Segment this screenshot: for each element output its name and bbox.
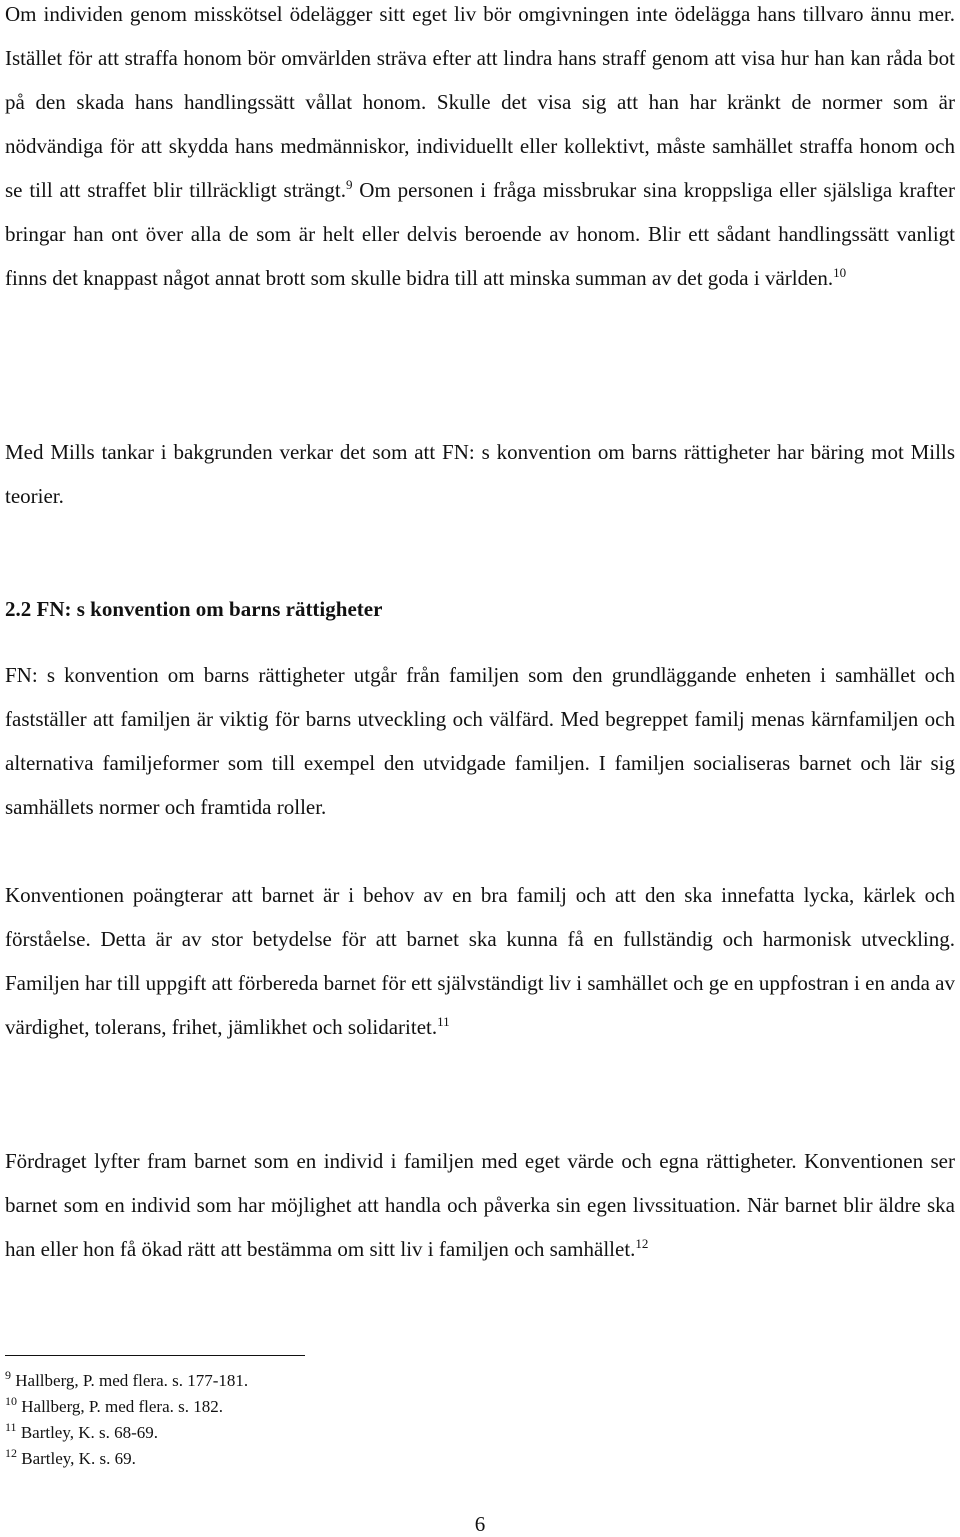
- footnote-number: 11: [5, 1420, 17, 1434]
- footnote-ref-12: 12: [635, 1236, 649, 1251]
- paragraph-text: FN: s konvention om barns rättigheter utgår från familjen som den grundläggande enheten i samhället och fastställer att familjen är viktig för barns utveckling och välfärd. Med begreppet familj menas kärnfamiljen och alternativa familjeformer som till exempel den utvidgade familjen. I familjen socialiseras barnet och lär sig samhällets normer och framtida roller.: [5, 663, 955, 819]
- paragraph-mill-background: [5, 430, 955, 518]
- footnote-number: 9: [5, 1368, 11, 1382]
- paragraph-text: Konventionen poängterar att barnet är i behov av en bra familj och att den ska innefatta lycka, kärlek och förståelse. Detta är av stor betydelse för att barnet ska kunna få en fullständig och harmonisk utveckling. Familjen har till uppgift att förbereda barnet för ett självständigt liv i samhället och ge en uppfostran i en anda av värdighet, tolerans, frihet, jämlikhet och solidaritet.: [5, 883, 955, 1039]
- page-number: 6: [474, 1512, 486, 1536]
- paragraph-convention-family: [5, 653, 955, 829]
- footnote-text: Hallberg, P. med flera. s. 177-181.: [15, 1371, 249, 1390]
- footnote-number: 12: [5, 1446, 17, 1460]
- footnote-text: Bartley, K. s. 69.: [21, 1449, 136, 1468]
- footnote-text: Bartley, K. s. 68-69.: [20, 1423, 159, 1442]
- paragraph-text: Om personen i fråga missbrukar sina kroppsliga eller själsliga krafter bringar han ont över alla de som är helt eller delvis beroende av honom. Blir ett sådant handlingssätt vanligt finns det knappast något annat brott som skulle bidra till att minska summan av det goda i världen.: [5, 178, 955, 290]
- footnote-10: [5, 1394, 605, 1420]
- paragraph-text: Fördraget lyfter fram barnet som en individ i familjen med eget värde och egna rättigheter. Konventionen ser barnet som en individ som har möjlighet att handla och påverka sin egen livssituation. När barnet blir äldre ska han eller hon få ökad rätt att bestämma om sitt liv i familjen och samhället.: [5, 1149, 955, 1261]
- section-heading: 2.2 FN: s konvention om barns rättigheter: [5, 597, 383, 621]
- paragraph-convention-emphasis: [5, 873, 955, 1049]
- footnote-separator: [5, 1355, 305, 1356]
- footnotes: [5, 1368, 605, 1472]
- paragraph-mill-individual: [5, 0, 955, 300]
- footnote-9: [5, 1368, 605, 1394]
- footnote-ref-10: 10: [833, 265, 847, 280]
- footnote-text: Hallberg, P. med flera. s. 182.: [21, 1397, 224, 1416]
- footnote-number: 10: [5, 1394, 17, 1408]
- footnote-11: [5, 1420, 605, 1446]
- footnote-ref-9: 9: [345, 177, 353, 192]
- paragraph-treaty-individual: [5, 1139, 955, 1271]
- footnote-12: [5, 1446, 605, 1472]
- footnote-ref-11: 11: [437, 1014, 450, 1029]
- paragraph-text: Med Mills tankar i bakgrunden verkar det som att FN: s konvention om barns rättigheter har bäring mot Mills teorier.: [5, 440, 955, 508]
- paragraph-text: Om individen genom misskötsel ödelägger sitt eget liv bör omgivningen inte ödelägga hans tillvaro ännu mer. Istället för att straffa honom bör omvärlden sträva efter att lindra hans straff genom att visa hur han kan råda bot på den skada hans handlingssätt vållat honom. Skulle det visa sig att han har kränkt de normer som är nödvändiga för att skydda hans medmänniskor, individuellt eller kollektivt, måste samhället straffa honom och se till att straffet blir tillräckligt strängt.: [5, 2, 955, 202]
